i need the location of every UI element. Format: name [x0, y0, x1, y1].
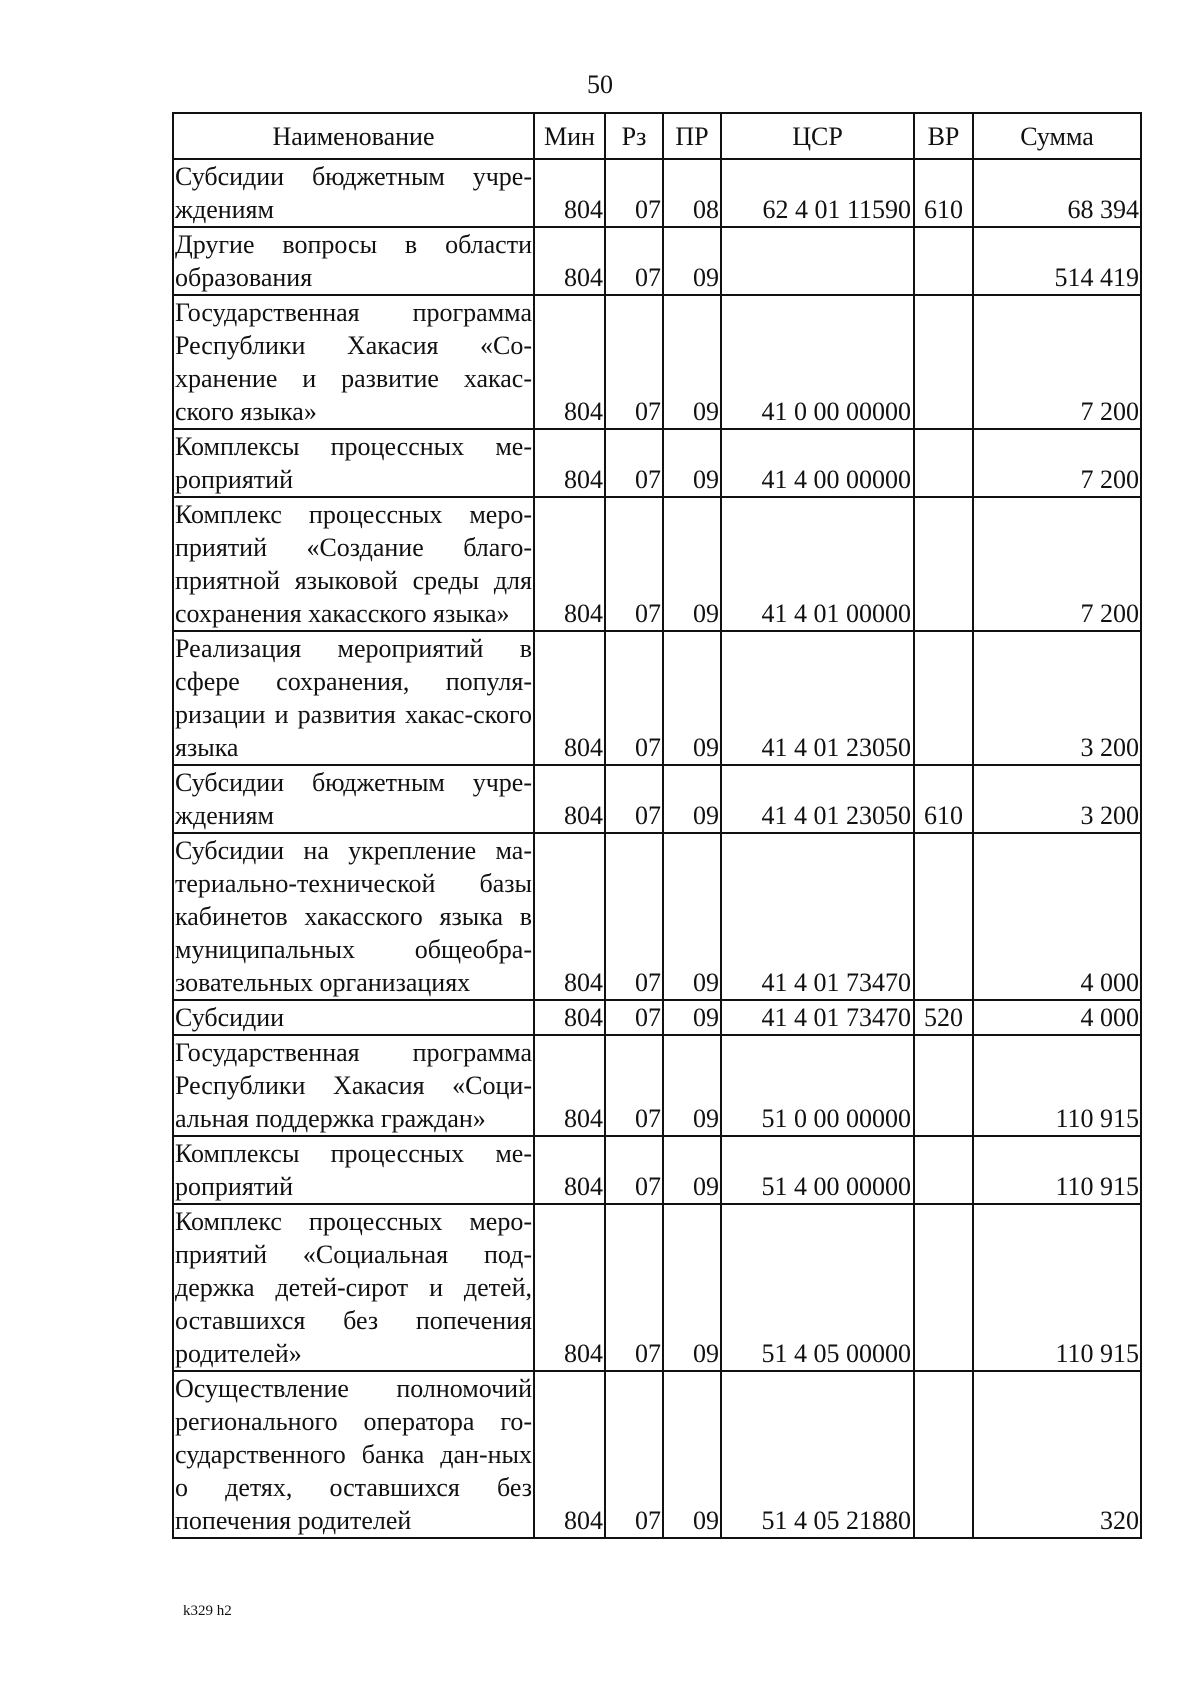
cell-min: 804 [534, 765, 605, 833]
cell-rz: 07 [605, 1136, 663, 1204]
cell-name: Комплексы процессных ме-роприятий [173, 429, 534, 497]
table-row [173, 1204, 1141, 1371]
table-row [173, 1136, 1141, 1204]
cell-rz: 07 [605, 295, 663, 429]
cell-name: Комплекс процессных меро-приятий «Создание благо-приятной языковой среды для сохранения хакасского языка» [173, 497, 534, 631]
cell-vr [914, 1371, 973, 1538]
cell-pr: 09 [663, 1136, 721, 1204]
cell-vr [914, 833, 973, 1000]
cell-min: 804 [534, 1136, 605, 1204]
cell-name: Государственная программа Республики Хакасия «Со-хранение и развитие хакас-ского языка» [173, 295, 534, 429]
cell-vr [914, 1204, 973, 1371]
cell-pr: 09 [663, 833, 721, 1000]
cell-pr: 09 [663, 1371, 721, 1538]
table-header-row [173, 113, 1141, 159]
cell-min: 804 [534, 833, 605, 1000]
table-row [173, 1000, 1141, 1035]
cell-min: 804 [534, 159, 605, 227]
cell-vr: 610 [914, 765, 973, 833]
cell-name: Субсидии бюджетным учре-ждениям [173, 765, 534, 833]
table-row [173, 429, 1141, 497]
cell-vr [914, 1136, 973, 1204]
header-vr: ВР [914, 113, 973, 159]
header-csr: ЦСР [721, 113, 914, 159]
cell-rz: 07 [605, 1035, 663, 1136]
table-row [173, 765, 1141, 833]
cell-sum: 68 394 [973, 159, 1141, 227]
cell-sum: 3 200 [973, 765, 1141, 833]
cell-sum: 514 419 [973, 227, 1141, 295]
cell-name: Комплексы процессных ме-роприятий [173, 1136, 534, 1204]
cell-rz: 07 [605, 631, 663, 765]
cell-name: Осуществление полномочий регионального оператора го-сударственного банка дан-ных о детях, оставшихся без попечения родителей [173, 1371, 534, 1538]
cell-pr: 09 [663, 227, 721, 295]
cell-name: Государственная программа Республики Хакасия «Соци-альная поддержка граждан» [173, 1035, 534, 1136]
cell-sum: 4 000 [973, 833, 1141, 1000]
cell-pr: 09 [663, 497, 721, 631]
cell-vr: 610 [914, 159, 973, 227]
cell-name: Субсидии [173, 1000, 534, 1035]
cell-rz: 07 [605, 1371, 663, 1538]
cell-sum: 110 915 [973, 1136, 1141, 1204]
cell-csr: 41 4 01 23050 [721, 631, 914, 765]
header-rz: Рз [605, 113, 663, 159]
cell-vr [914, 497, 973, 631]
cell-csr: 51 4 00 00000 [721, 1136, 914, 1204]
cell-min: 804 [534, 227, 605, 295]
cell-sum: 110 915 [973, 1035, 1141, 1136]
cell-vr [914, 1035, 973, 1136]
table-row [173, 159, 1141, 227]
cell-sum: 4 000 [973, 1000, 1141, 1035]
cell-rz: 07 [605, 833, 663, 1000]
table-row [173, 227, 1141, 295]
cell-sum: 3 200 [973, 631, 1141, 765]
cell-rz: 07 [605, 765, 663, 833]
cell-min: 804 [534, 429, 605, 497]
cell-csr: 51 0 00 00000 [721, 1035, 914, 1136]
header-sum: Сумма [973, 113, 1141, 159]
cell-pr: 09 [663, 1000, 721, 1035]
cell-csr [721, 227, 914, 295]
cell-csr: 41 0 00 00000 [721, 295, 914, 429]
cell-min: 804 [534, 1000, 605, 1035]
cell-csr: 62 4 01 11590 [721, 159, 914, 227]
cell-vr [914, 227, 973, 295]
table-row [173, 497, 1141, 631]
cell-min: 804 [534, 631, 605, 765]
table-row [173, 833, 1141, 1000]
cell-csr: 41 4 01 73470 [721, 833, 914, 1000]
cell-sum: 7 200 [973, 497, 1141, 631]
cell-pr: 08 [663, 159, 721, 227]
cell-sum: 7 200 [973, 295, 1141, 429]
cell-rz: 07 [605, 429, 663, 497]
cell-rz: 07 [605, 1000, 663, 1035]
cell-vr [914, 295, 973, 429]
cell-sum: 110 915 [973, 1204, 1141, 1371]
cell-csr: 41 4 00 00000 [721, 429, 914, 497]
table-body [173, 159, 1141, 1538]
cell-csr: 51 4 05 00000 [721, 1204, 914, 1371]
cell-pr: 09 [663, 765, 721, 833]
cell-vr [914, 429, 973, 497]
header-name: Наименование [173, 113, 534, 159]
cell-sum: 320 [973, 1371, 1141, 1538]
footer-code: k329 h2 [183, 1603, 232, 1619]
header-pr: ПР [663, 113, 721, 159]
table-row [173, 1035, 1141, 1136]
cell-name: Комплекс процессных меро-приятий «Социальная под-держка детей-сирот и детей, оставшихся без попечения родителей» [173, 1204, 534, 1371]
cell-pr: 09 [663, 631, 721, 765]
cell-rz: 07 [605, 497, 663, 631]
cell-vr [914, 631, 973, 765]
cell-pr: 09 [663, 1204, 721, 1371]
cell-min: 804 [534, 1035, 605, 1136]
cell-min: 804 [534, 295, 605, 429]
cell-name: Реализация мероприятий в сфере сохранения, популя-ризации и развития хакас-ского языка [173, 631, 534, 765]
table-row [173, 631, 1141, 765]
cell-name: Субсидии на укрепление ма-териально-технической базы кабинетов хакасского языка в муниципальных общеобра-зовательных организациях [173, 833, 534, 1000]
cell-sum: 7 200 [973, 429, 1141, 497]
cell-vr: 520 [914, 1000, 973, 1035]
cell-csr: 51 4 05 21880 [721, 1371, 914, 1538]
header-min: Мин [534, 113, 605, 159]
cell-rz: 07 [605, 227, 663, 295]
cell-min: 804 [534, 1371, 605, 1538]
cell-csr: 41 4 01 23050 [721, 765, 914, 833]
cell-min: 804 [534, 1204, 605, 1371]
cell-csr: 41 4 01 00000 [721, 497, 914, 631]
cell-name: Другие вопросы в области образования [173, 227, 534, 295]
page-number: 50 [587, 70, 613, 99]
cell-pr: 09 [663, 1035, 721, 1136]
budget-table [172, 112, 1142, 1539]
cell-min: 804 [534, 497, 605, 631]
cell-rz: 07 [605, 1204, 663, 1371]
cell-pr: 09 [663, 295, 721, 429]
table-row [173, 295, 1141, 429]
cell-csr: 41 4 01 73470 [721, 1000, 914, 1035]
cell-name: Субсидии бюджетным учре-ждениям [173, 159, 534, 227]
cell-rz: 07 [605, 159, 663, 227]
cell-pr: 09 [663, 429, 721, 497]
table-row [173, 1371, 1141, 1538]
